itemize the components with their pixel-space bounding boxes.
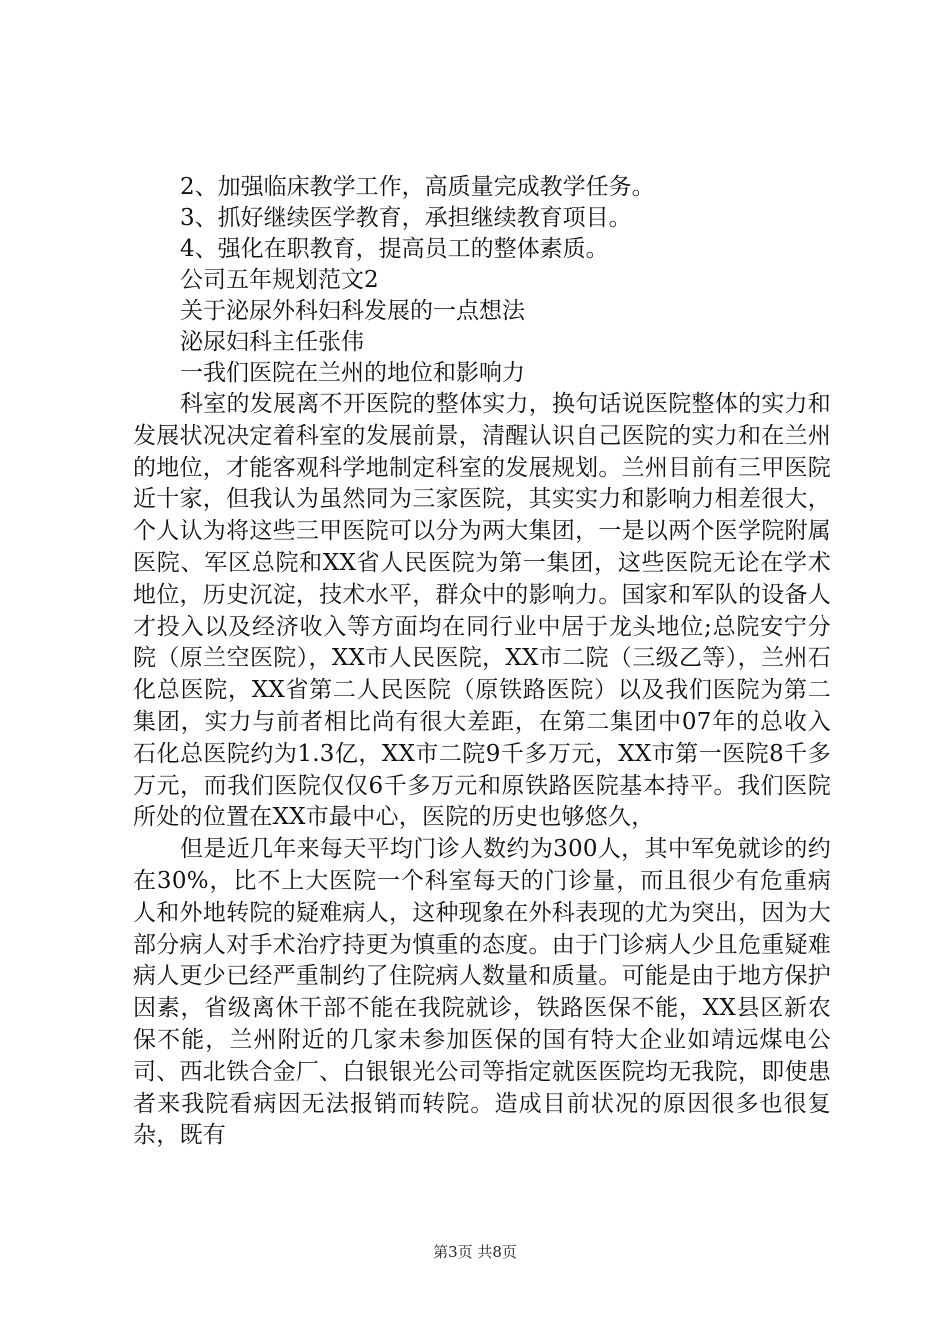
page-content	[133, 172, 831, 1152]
subheading: 一我们医院在兰州的地位和影响力	[180, 360, 525, 386]
list-item: 3、抓好继续医学教育，承担继续教育项目。	[180, 205, 632, 231]
list-item: 2、加强临床教学工作，高质量完成教学任务。	[180, 174, 655, 200]
body-paragraph: 科室的发展离不开医院的整体实力，换句话说医院整体的实力和发展状况决定着科室的发展前景，清醒认识自己医院的实力和在兰州的地位，才能客观科学地制定科室的发展规划。兰州目前有三甲医院近十家，但我认为虽然同为三家医院，其实实力和影响力相差很大，个人认为将这些三甲医院可以分为两大集团，一是以两个医学院附属医院、军区总院和XX省人民医院为第一集团，这些医院无论在学术地位，历史沉淀，技术水平，群众中的影响力。国家和军队的设备人才投入以及经济收入等方面均在同行业中居于龙头地位;总院安宁分院（原兰空医院），XX市人民医院，XX市二院（三级乙等），兰州石化总医院，XX省第二人民医院（原铁路医院）以及我们医院为第二集团，实力与前者相比尚有很大差距，在第二集团中07年的总收入石化总医院约为1.3亿，XX市二院9千多万元，XX市第一医院8千多万元，而我们医院仅仅6千多万元和原铁路医院基本持平。我们医院所处的位置在XX市最中心，医院的历史也够悠久，	[133, 391, 831, 831]
list-item: 4、强化在职教育，提高员工的整体素质。	[180, 236, 609, 262]
section-title: 公司五年规划范文2	[180, 267, 379, 293]
body-paragraph: 但是近几年来每天平均门诊人数约为300人，其中军免就诊的约在30%，比不上大医院一个科室每天的门诊量，而且很少有危重病人和外地转院的疑难病人，这种现象在外科表现的尤为突出，因为大部分病人对手术治疗持更为慎重的态度。由于门诊病人少且危重疑难病人更少已经严重制约了住院病人数量和质量。可能是由于地方保护因素，省级离休干部不能在我院就诊，铁路医保不能，XX县区新农保不能，兰州附近的几家未参加医保的国有特大企业如靖远煤电公司、西北铁合金厂、白银银光公司等指定就医医院均无我院，即使患者来我院看病因无法报销而转院。造成目前状况的原因很多也很复杂，既有	[133, 836, 831, 1149]
page-footer: 第3页 共8页	[433, 1243, 517, 1261]
article-title: 关于泌尿外科妇科发展的一点想法	[180, 298, 525, 324]
author-line: 泌尿妇科主任张伟	[180, 329, 364, 355]
